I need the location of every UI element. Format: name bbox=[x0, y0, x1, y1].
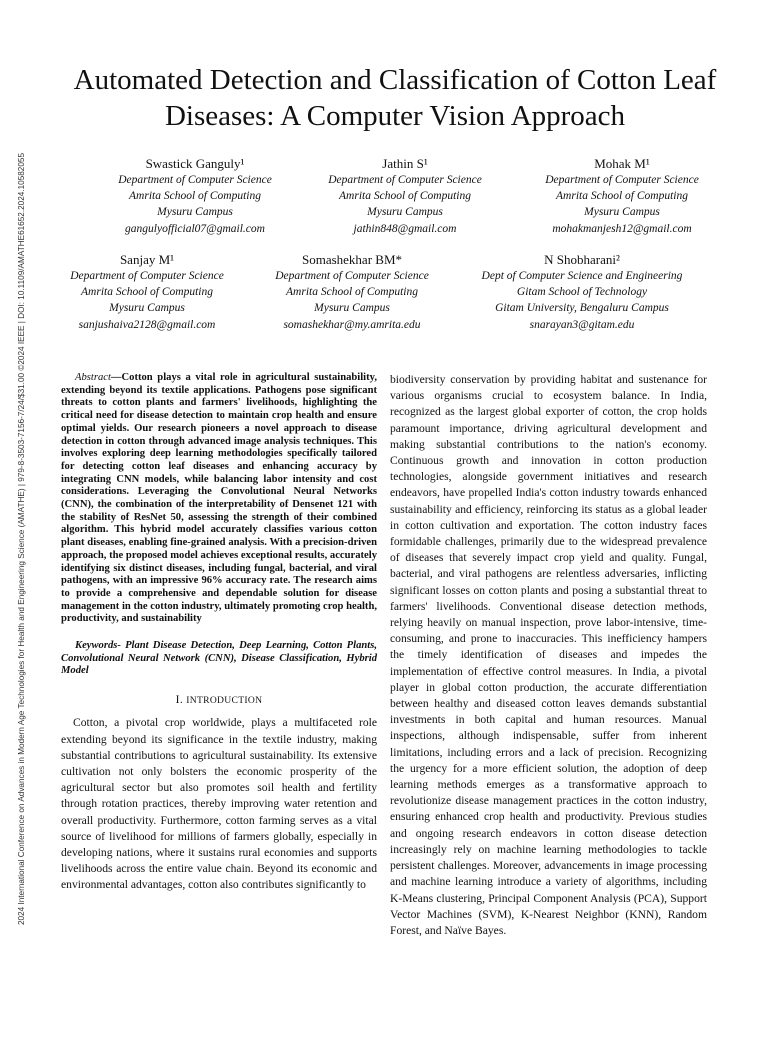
author-name: N Shobharani² bbox=[544, 252, 620, 267]
author-dept: Dept of Computer Science and Engineering bbox=[481, 270, 683, 282]
author-name: Jathin S¹ bbox=[382, 156, 428, 171]
author-school: Amrita School of Computing bbox=[339, 190, 471, 203]
author-email: gangulyofficial07@gmail.com bbox=[125, 222, 265, 235]
author-dept: Department of Computer Science bbox=[328, 174, 482, 186]
author-school: Amrita School of Computing bbox=[129, 190, 261, 203]
author-campus: Mysuru Campus bbox=[367, 206, 443, 219]
author-campus: Mysuru Campus bbox=[157, 206, 233, 219]
author-school: Gitam School of Technology bbox=[516, 286, 648, 299]
section-title: INTRODUCTION bbox=[186, 695, 263, 707]
section-heading bbox=[61, 692, 377, 709]
right-column bbox=[390, 372, 707, 939]
doi-sidebar: 2024 International Conference on Advances in Modern Age Technologies for Health and Engineering Science (AMATHE) | 979-8-3503-7156-7/24/$31.00 ©2024 IEEE | DOI: 10.1109/AMATHE61652.2024.10582055 bbox=[17, 152, 26, 926]
author-campus: Mysuru Campus bbox=[109, 302, 185, 315]
author-email: sanjushaiva2128@gmail.com bbox=[78, 318, 216, 331]
intro-paragraph-right: biodiversity conservation by providing habitat and sustenance for various organisms crucial to ecosystem balance. In India, recognized as the largest global exporter of cotton, the crop holds paramount importance, driving agricultural development and making substantial contributions to the nation's economy. Continuous growth and innovation in cotton production technologies, alongside government initiatives and research endeavors, have propelled India's cotton industry towards enhanced sustainability and efficiency, reinforcing its status as a global leader in cotton cultivation and exportation. The cotton industry faces formidable challenges, primarily due to the widespread prevalence of diseases that severely impact crop yield and quality. Fungal, bacterial, and viral pathogens are relentless adversaries, inflicting significant losses on cotton plants and posing a substantial threat to farmers' livelihoods. Conventional disease detection methods, relying heavily on manual inspection, prove labor-intensive, time-consuming, and prone to inaccuracies. This inefficiency hampers the timely identification of diseases and impedes the implementation of effective control measures. In India, a pivotal player in global cotton production, the accurate differentiation between healthy and diseased cotton leaves demands substantial investments in both capital and human resources. Manual inspections, although indispensable, suffer from inherent limitations, including errors and a lack of precision. Recognizing the urgency for a more efficient solution, the adoption of deep learning methods emerges as a transformative approach to revolutionize disease management practices in the cotton industry, ensuring enhanced crop health and productivity. Previous studies and ongoing research endeavors in cotton disease detection increasingly rely on machine learning methodologies to tackle persistent challenges. Moreover, advancements in image processing and machine learning introduce a variety of algorithms, including K-Means clustering, Principal Component Analysis (PCA), Support Vector Machines (SVM), K-Nearest Neighbor (KNN), Random Forest, and Naïve Bayes. bbox=[390, 373, 707, 937]
abstract-label: Abstract bbox=[75, 372, 111, 383]
author-name: Somashekhar BM* bbox=[301, 252, 403, 267]
author-dept: Department of Computer Science bbox=[275, 270, 429, 282]
author-campus: Gitam University, Bengaluru Campus bbox=[495, 302, 669, 315]
abstract bbox=[61, 372, 377, 626]
keywords: Keywords- Plant Disease Detection, Deep Learning, Cotton Plants, Convolutional Neural Network (CNN), Disease Classification, Hybrid Model bbox=[61, 640, 377, 677]
author-email: somashekhar@my.amrita.edu bbox=[283, 318, 421, 331]
author-email: jathin848@gmail.com bbox=[353, 222, 457, 235]
author-block bbox=[100, 155, 290, 237]
author-name: Swastick Ganguly¹ bbox=[145, 156, 245, 171]
author-block bbox=[52, 251, 242, 333]
author-campus: Mysuru Campus bbox=[314, 302, 390, 315]
author-block bbox=[310, 155, 500, 237]
author-dept: Department of Computer Science bbox=[545, 174, 699, 186]
abstract-text: —Cotton plays a vital role in agricultural sustainability, extending beyond its textile applications. Pathogens pose significant threats to cotton plants and farmers' livelihoods, highlighting the critical need for disease detection to maintain crop health and ensure optimal yields. Our research pioneers a novel approach to disease detection in cotton through advanced image analysis techniques. This involves exploring deep learning methodologies specifically tailored for detecting cotton leaf diseases and enhancing accuracy by integrating CNN models, while balancing labor intensity and cost considerations. Leveraging the Convolutional Neural Networks (CNN), the combination of the interpretability of Densenet 121 with the stability of ResNet 50, assessing the strength of their combined algorithm. This hybrid model accurately classifies various cotton plant diseases, enabling fine-grained analysis. With a precision-driven approach, the proposed model achieves exceptional results, accurately identifying six distinct diseases, including fungal, bacterial, and viral pathogens, with an impressive 96% accuracy rate. The research aims to provide a comprehensive and dependable solution for disease management in the cotton industry, ultimately promoting crop health, productivity, and sustainability bbox=[61, 372, 377, 625]
paper-title: Automated Detection and Classification of Cotton Leaf Diseases: A Computer Vision Approach bbox=[73, 64, 717, 132]
author-email: snarayan3@gitam.edu bbox=[529, 318, 635, 331]
author-dept: Department of Computer Science bbox=[70, 270, 224, 282]
author-block bbox=[252, 251, 452, 333]
author-block bbox=[452, 251, 712, 333]
author-email: mohakmanjesh12@gmail.com bbox=[552, 222, 692, 235]
author-name: Mohak M¹ bbox=[594, 156, 650, 171]
left-column bbox=[61, 372, 377, 894]
author-school: Amrita School of Computing bbox=[556, 190, 688, 203]
section-number: I. bbox=[175, 693, 184, 707]
author-campus: Mysuru Campus bbox=[584, 206, 660, 219]
author-dept: Department of Computer Science bbox=[118, 174, 272, 186]
intro-paragraph-left: Cotton, a pivotal crop worldwide, plays a multifaceted role extending beyond its significance in the textile industry, making substantial contributions to agricultural sustainability. Its extensive cultivation not only bolsters the economic prosperity of the agricultural sector but also promotes soil health and fertility through rotation practices, thereby improving water retention and overall productivity. Furthermore, cotton farming serves as a vital source of livelihood for millions of farmers globally, especially in developing nations, where it sustains rural economies and supports livelihoods across the entire value chain. Beyond its economic and environmental advantages, cotton also contributes significantly to bbox=[61, 716, 377, 892]
author-name: Sanjay M¹ bbox=[119, 252, 175, 267]
author-school: Amrita School of Computing bbox=[286, 286, 418, 299]
author-school: Amrita School of Computing bbox=[81, 286, 213, 299]
author-block bbox=[522, 155, 722, 237]
